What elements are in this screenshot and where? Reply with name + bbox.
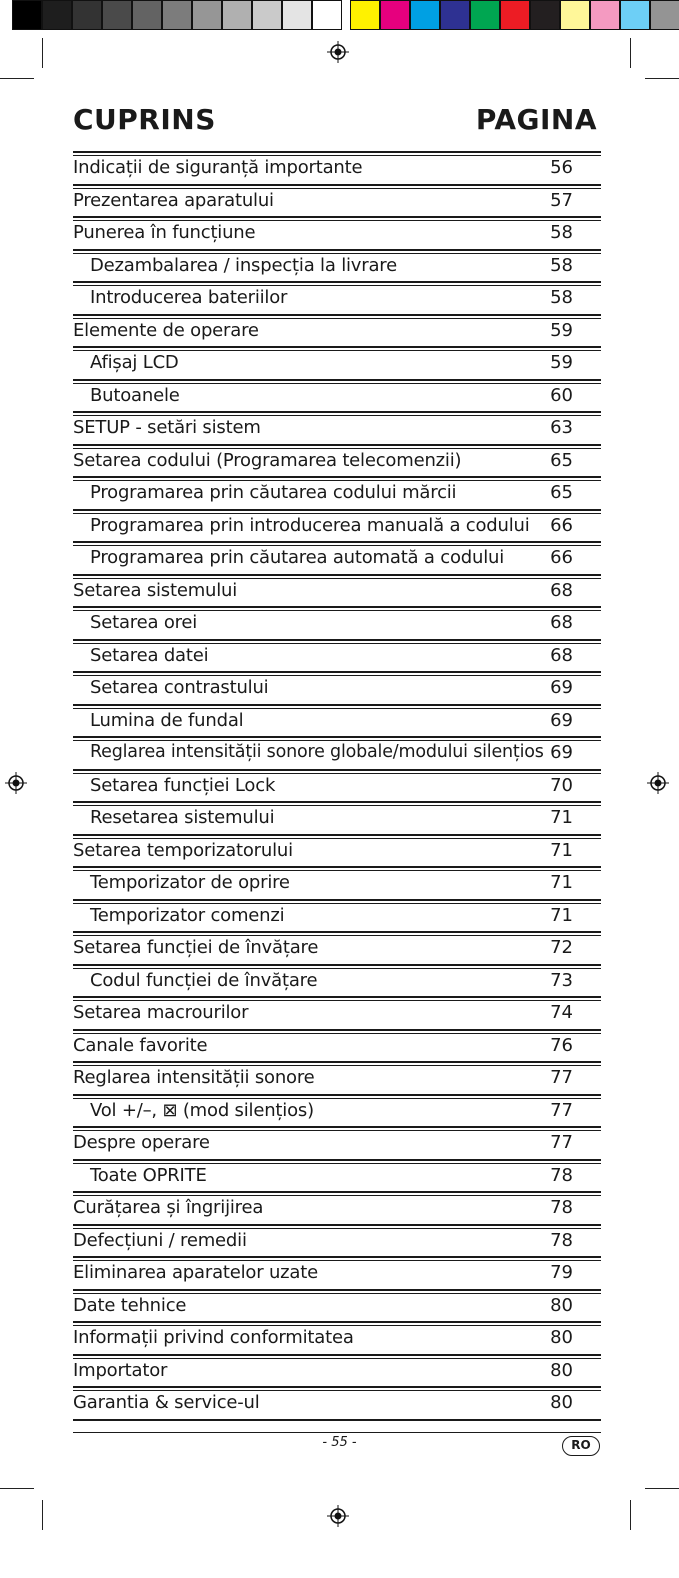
toc-entry-page: 58 xyxy=(550,254,573,276)
toc-entry-page: 68 xyxy=(550,579,573,601)
toc-entry-page: 66 xyxy=(550,514,573,536)
color-swatch xyxy=(282,0,312,30)
toc-entry-page: 69 xyxy=(550,709,573,731)
toc-entry-label: Introducerea bateriilor xyxy=(90,287,288,308)
toc-entry-page: 56 xyxy=(550,157,573,178)
toc-entry[interactable] xyxy=(73,769,601,802)
toc-entry-label: Prezentarea aparatului xyxy=(73,189,274,211)
toc-entry-label: Canale favorite xyxy=(73,1034,208,1056)
toc-entry-page: 63 xyxy=(550,417,573,438)
color-swatch xyxy=(132,0,162,30)
toc-entry[interactable] xyxy=(73,1256,601,1289)
color-swatch xyxy=(590,0,620,30)
toc-entry-label: Setarea datei xyxy=(90,644,209,666)
toc-entry-page: 78 xyxy=(550,1164,573,1186)
color-swatch xyxy=(72,0,102,30)
toc-entry-page: 69 xyxy=(550,677,573,698)
toc-entry-label: Setarea orei xyxy=(90,612,198,633)
color-swatch xyxy=(342,0,350,30)
registration-mark-icon xyxy=(5,772,27,794)
registration-mark-icon xyxy=(327,1505,349,1527)
toc-entry[interactable] xyxy=(73,1321,601,1354)
page-number: - 55 - xyxy=(322,1435,357,1450)
color-swatch xyxy=(312,0,342,30)
toc-entry-page: 80 xyxy=(550,1294,573,1316)
table-of-contents xyxy=(73,151,601,1421)
registration-mark-icon xyxy=(647,772,669,794)
toc-entry-page: 80 xyxy=(550,1392,573,1413)
toc-entry-page: 59 xyxy=(550,352,573,373)
toc-entry-label: Reglarea intensității sonore xyxy=(73,1067,315,1088)
toc-entry[interactable] xyxy=(73,1386,601,1419)
toc-entry-label: Resetarea sistemului xyxy=(90,807,275,828)
toc-entry[interactable] xyxy=(73,249,601,282)
toc-entry-label: Setarea funcției de învățare xyxy=(73,937,319,958)
toc-entry-label: Setarea codului (Programarea telecomenzii) xyxy=(73,449,462,471)
toc-entry[interactable] xyxy=(73,476,601,509)
toc-entry-page: 77 xyxy=(550,1067,573,1088)
toc-entry-label: Date tehnice xyxy=(73,1294,187,1316)
toc-entry-label: Setarea funcției Lock xyxy=(90,774,276,796)
toc-header xyxy=(73,103,597,143)
toc-entry-page: 71 xyxy=(550,839,573,861)
toc-entry[interactable] xyxy=(73,671,601,704)
color-swatch xyxy=(560,0,590,30)
toc-entry-page: 58 xyxy=(550,222,573,243)
toc-entry-label: Codul funcției de învățare xyxy=(90,969,318,991)
toc-entry-page: 66 xyxy=(550,547,573,568)
toc-entry[interactable] xyxy=(73,1289,601,1322)
toc-entry[interactable] xyxy=(73,216,601,249)
toc-entry-label: Setarea sistemului xyxy=(73,579,238,601)
toc-entry[interactable] xyxy=(73,184,601,217)
crop-mark xyxy=(645,78,679,79)
toc-entry-page: 80 xyxy=(550,1359,573,1381)
toc-entry[interactable] xyxy=(73,1191,601,1224)
toc-entry-page: 65 xyxy=(550,449,573,471)
toc-entry[interactable] xyxy=(73,964,601,997)
toc-entry-page: 72 xyxy=(550,937,573,958)
crop-mark xyxy=(0,1488,34,1489)
toc-entry[interactable] xyxy=(73,931,601,964)
toc-entry-page: 71 xyxy=(550,904,573,926)
color-swatch xyxy=(162,0,192,30)
crop-mark xyxy=(42,1500,43,1530)
toc-entry-label: SETUP - setări sistem xyxy=(73,417,261,438)
page-column-label: PAGINA xyxy=(475,103,597,136)
toc-entry-label: Punerea în funcțiune xyxy=(73,222,256,243)
toc-entry-label: Lumina de fundal xyxy=(90,709,244,731)
toc-entry-page: 68 xyxy=(550,644,573,666)
toc-entry-label: Garantia & service-ul xyxy=(73,1392,260,1413)
toc-entry-label: Defecțiuni / remedii xyxy=(73,1229,247,1251)
toc-entry-label: Toate OPRITE xyxy=(90,1164,207,1186)
toc-entry-label: Reglarea intensității sonore globale/modului silențios xyxy=(90,742,544,762)
toc-entry[interactable] xyxy=(73,1126,601,1159)
toc-entry[interactable] xyxy=(73,996,601,1029)
color-swatch xyxy=(102,0,132,30)
toc-entry[interactable] xyxy=(73,574,601,607)
toc-entry[interactable] xyxy=(73,411,601,444)
color-swatch xyxy=(222,0,252,30)
color-swatch xyxy=(620,0,650,30)
toc-entry-label: Eliminarea aparatelor uzate xyxy=(73,1262,318,1283)
toc-entry-page: 59 xyxy=(550,319,573,341)
toc-entry-page: 68 xyxy=(550,612,573,633)
toc-entry[interactable] xyxy=(73,801,601,834)
toc-entry[interactable] xyxy=(73,1029,601,1062)
toc-entry[interactable] xyxy=(73,541,601,574)
toc-entry-page: 78 xyxy=(550,1229,573,1251)
toc-entry-page: 71 xyxy=(550,807,573,828)
toc-entry[interactable] xyxy=(73,1224,601,1257)
toc-entry-label: Despre operare xyxy=(73,1132,210,1153)
color-swatch xyxy=(470,0,500,30)
toc-entry-label: Temporizator comenzi xyxy=(90,904,285,926)
toc-entry[interactable] xyxy=(73,639,601,672)
toc-entry-page: 70 xyxy=(550,774,573,796)
toc-entry-page: 60 xyxy=(550,384,573,406)
crop-mark xyxy=(630,1500,631,1530)
toc-entry[interactable] xyxy=(73,606,601,639)
toc-entry-label: Setarea contrastului xyxy=(90,677,269,698)
toc-entry[interactable] xyxy=(73,281,601,314)
toc-title: CUPRINS xyxy=(73,103,216,136)
color-swatch xyxy=(410,0,440,30)
toc-entry-label: Curățarea și îngrijirea xyxy=(73,1197,264,1218)
toc-entry[interactable] xyxy=(73,314,601,347)
toc-entry-page: 65 xyxy=(550,482,573,503)
crop-mark xyxy=(0,78,34,79)
toc-entry[interactable] xyxy=(73,834,601,867)
toc-entry[interactable] xyxy=(73,1061,601,1094)
toc-entry[interactable] xyxy=(73,704,601,737)
toc-entry-page: 57 xyxy=(550,189,573,211)
toc-entry[interactable] xyxy=(73,1354,601,1387)
color-swatch xyxy=(42,0,72,30)
toc-entry-page: 69 xyxy=(550,742,573,763)
toc-entry-page: 77 xyxy=(550,1132,573,1153)
color-swatch xyxy=(650,0,679,30)
toc-entry-label: Programarea prin căutarea codului mărcii xyxy=(90,482,457,503)
toc-entry-label: Vol +/–, ⊠ (mod silențios) xyxy=(90,1099,314,1121)
color-swatch xyxy=(192,0,222,30)
color-swatch xyxy=(530,0,560,30)
toc-entry[interactable] xyxy=(73,736,601,769)
toc-bottom-rule xyxy=(73,1419,601,1421)
toc-entry-page: 73 xyxy=(550,969,573,991)
color-swatch xyxy=(440,0,470,30)
color-calibration-bar xyxy=(12,0,679,30)
toc-entry-page: 76 xyxy=(550,1034,573,1056)
color-swatch xyxy=(380,0,410,30)
color-swatch xyxy=(500,0,530,30)
toc-entry-label: Programarea prin căutarea automată a codului xyxy=(90,547,505,568)
toc-entry-label: Temporizator de oprire xyxy=(90,872,290,893)
toc-entry-label: Indicații de siguranță importante xyxy=(73,157,363,178)
toc-entry-page: 71 xyxy=(550,872,573,893)
toc-entry-label: Importator xyxy=(73,1359,168,1381)
toc-entry-page: 79 xyxy=(550,1262,573,1283)
toc-entry[interactable] xyxy=(73,151,601,184)
registration-mark-icon xyxy=(327,41,349,63)
toc-entry-label: Informații privind conformitatea xyxy=(73,1327,354,1348)
toc-entry-page: 80 xyxy=(550,1327,573,1348)
toc-entry[interactable] xyxy=(73,379,601,412)
toc-entry[interactable] xyxy=(73,1094,601,1127)
toc-entry-page: 77 xyxy=(550,1099,573,1121)
toc-entry-label: Butoanele xyxy=(90,384,180,406)
toc-entry-label: Elemente de operare xyxy=(73,319,259,341)
toc-entry-page: 78 xyxy=(550,1197,573,1218)
color-swatch xyxy=(350,0,380,30)
toc-entry-label: Setarea macrourilor xyxy=(73,1002,249,1023)
crop-mark xyxy=(630,38,631,68)
color-swatch xyxy=(12,0,42,30)
toc-entry-page: 74 xyxy=(550,1002,573,1023)
toc-entry[interactable] xyxy=(73,1159,601,1192)
toc-entry[interactable] xyxy=(73,509,601,542)
toc-entry-page: 58 xyxy=(550,287,573,308)
language-badge: RO xyxy=(562,1436,600,1456)
footer-divider xyxy=(73,1432,601,1433)
toc-entry-label: Setarea temporizatorului xyxy=(73,839,293,861)
toc-entry[interactable] xyxy=(73,346,601,379)
color-swatch xyxy=(252,0,282,30)
toc-entry-label: Programarea prin introducerea manuală a codului xyxy=(90,514,530,536)
toc-entry[interactable] xyxy=(73,866,601,899)
crop-mark xyxy=(42,38,43,68)
toc-entry[interactable] xyxy=(73,444,601,477)
crop-mark xyxy=(645,1488,679,1489)
toc-entry-label: Afișaj LCD xyxy=(90,352,179,373)
toc-entry-label: Dezambalarea / inspecția la livrare xyxy=(90,254,397,276)
toc-entry[interactable] xyxy=(73,899,601,932)
